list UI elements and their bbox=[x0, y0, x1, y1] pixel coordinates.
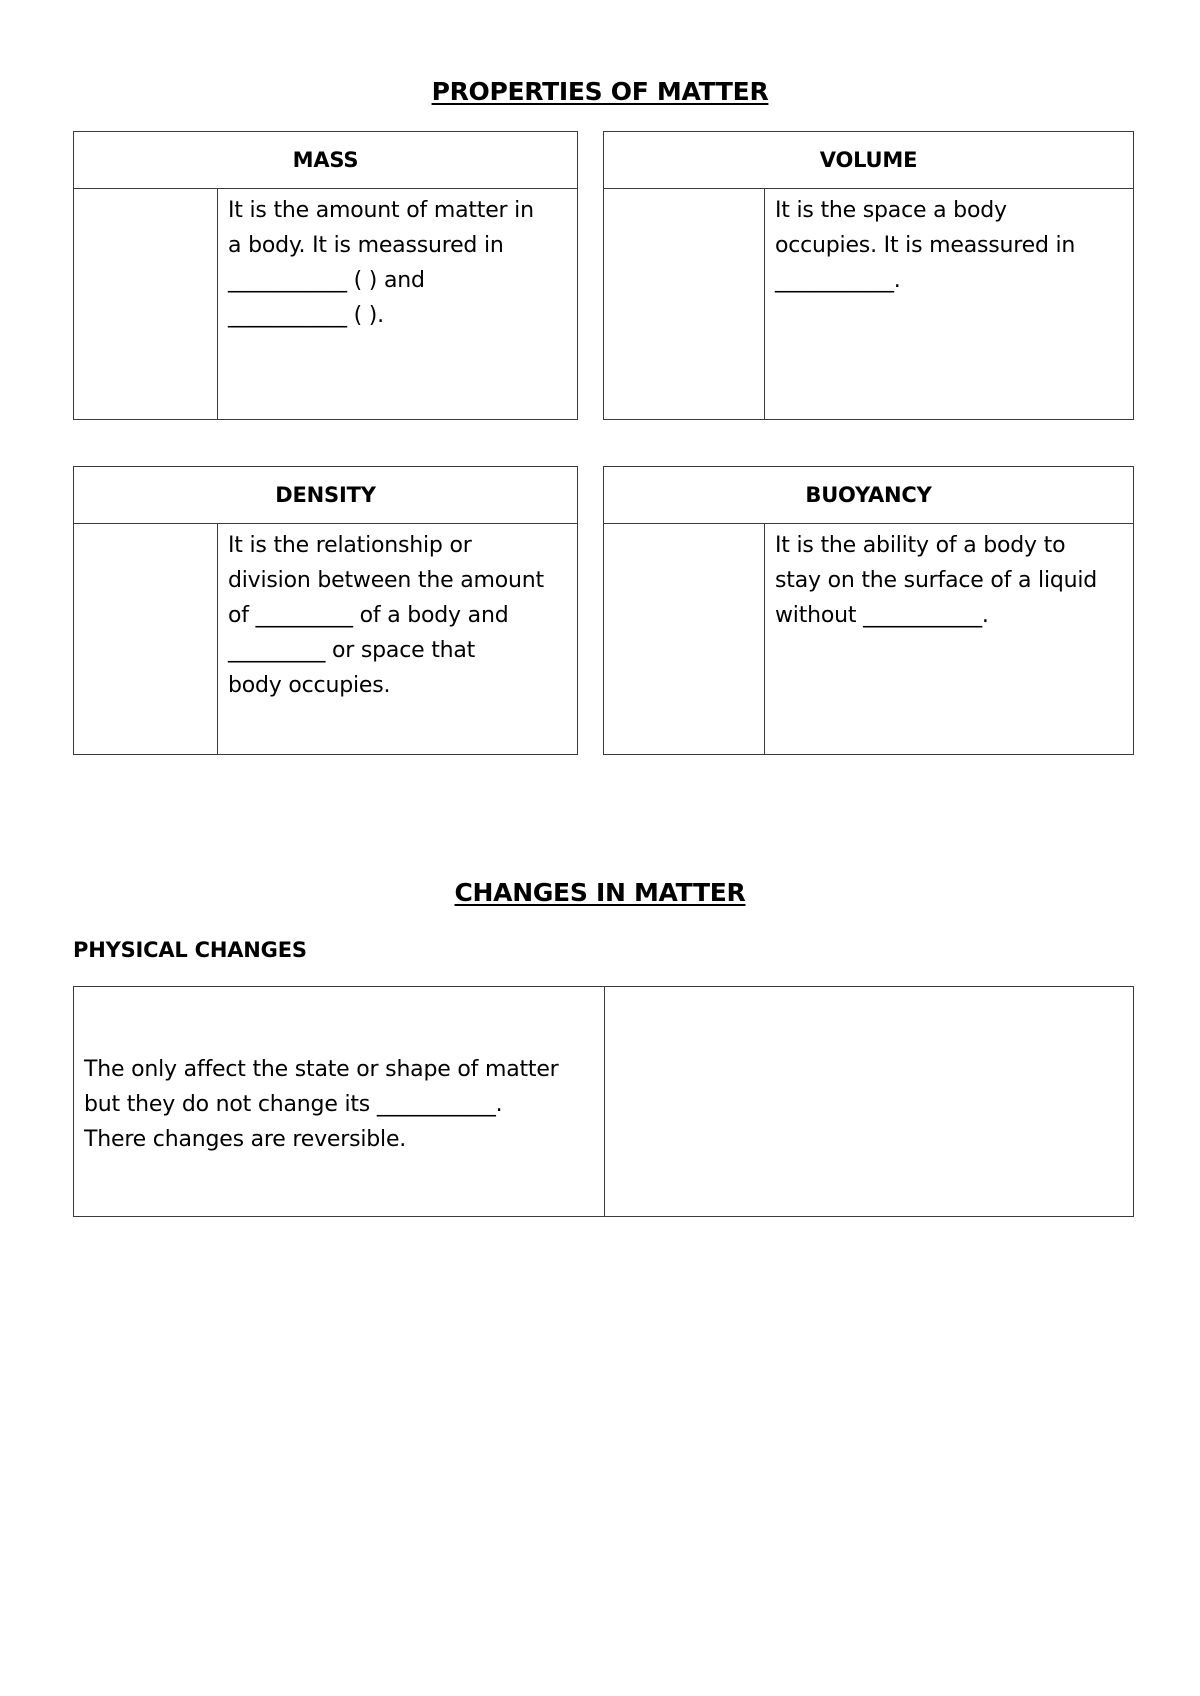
mass-card bbox=[73, 131, 578, 420]
buoyancy-definition: It is the ability of a body to stay on the surface of a liquid without ___________. bbox=[775, 533, 1098, 628]
buoyancy-card-body bbox=[604, 524, 1133, 754]
volume-card-body bbox=[604, 189, 1133, 419]
density-drawing-area bbox=[74, 524, 218, 754]
buoyancy-heading: BUOYANCY bbox=[604, 467, 1133, 524]
buoyancy-drawing-area bbox=[604, 524, 765, 754]
physical-changes-drawing-area bbox=[605, 987, 1133, 1216]
density-heading: DENSITY bbox=[74, 467, 577, 524]
mass-heading: MASS bbox=[74, 132, 577, 189]
page-title-properties: PROPERTIES OF MATTER bbox=[431, 77, 769, 106]
page-title-changes: CHANGES IN MATTER bbox=[454, 878, 746, 907]
mass-definition: It is the amount of matter in a body. It is meassured in ___________ ( ) and ___________ ( ). bbox=[228, 198, 534, 328]
mass-card-body bbox=[74, 189, 577, 419]
physical-changes-text-cell bbox=[74, 987, 605, 1216]
volume-definition: It is the space a body occupies. It is meassured in ___________. bbox=[775, 198, 1076, 293]
density-card-body bbox=[74, 524, 577, 754]
density-card bbox=[73, 466, 578, 755]
physical-changes-heading: PHYSICAL CHANGES bbox=[73, 938, 307, 962]
volume-card bbox=[603, 131, 1134, 420]
volume-drawing-area bbox=[604, 189, 765, 419]
physical-changes-table bbox=[73, 986, 1134, 1217]
physical-changes-definition: The only affect the state or shape of matter but they do not change its ___________. There changes are reversible. bbox=[84, 1057, 559, 1152]
density-definition: It is the relationship or division between the amount of _________ of a body and _________ or space that body occupies. bbox=[228, 533, 544, 698]
mass-drawing-area bbox=[74, 189, 218, 419]
volume-heading: VOLUME bbox=[604, 132, 1133, 189]
buoyancy-card bbox=[603, 466, 1134, 755]
